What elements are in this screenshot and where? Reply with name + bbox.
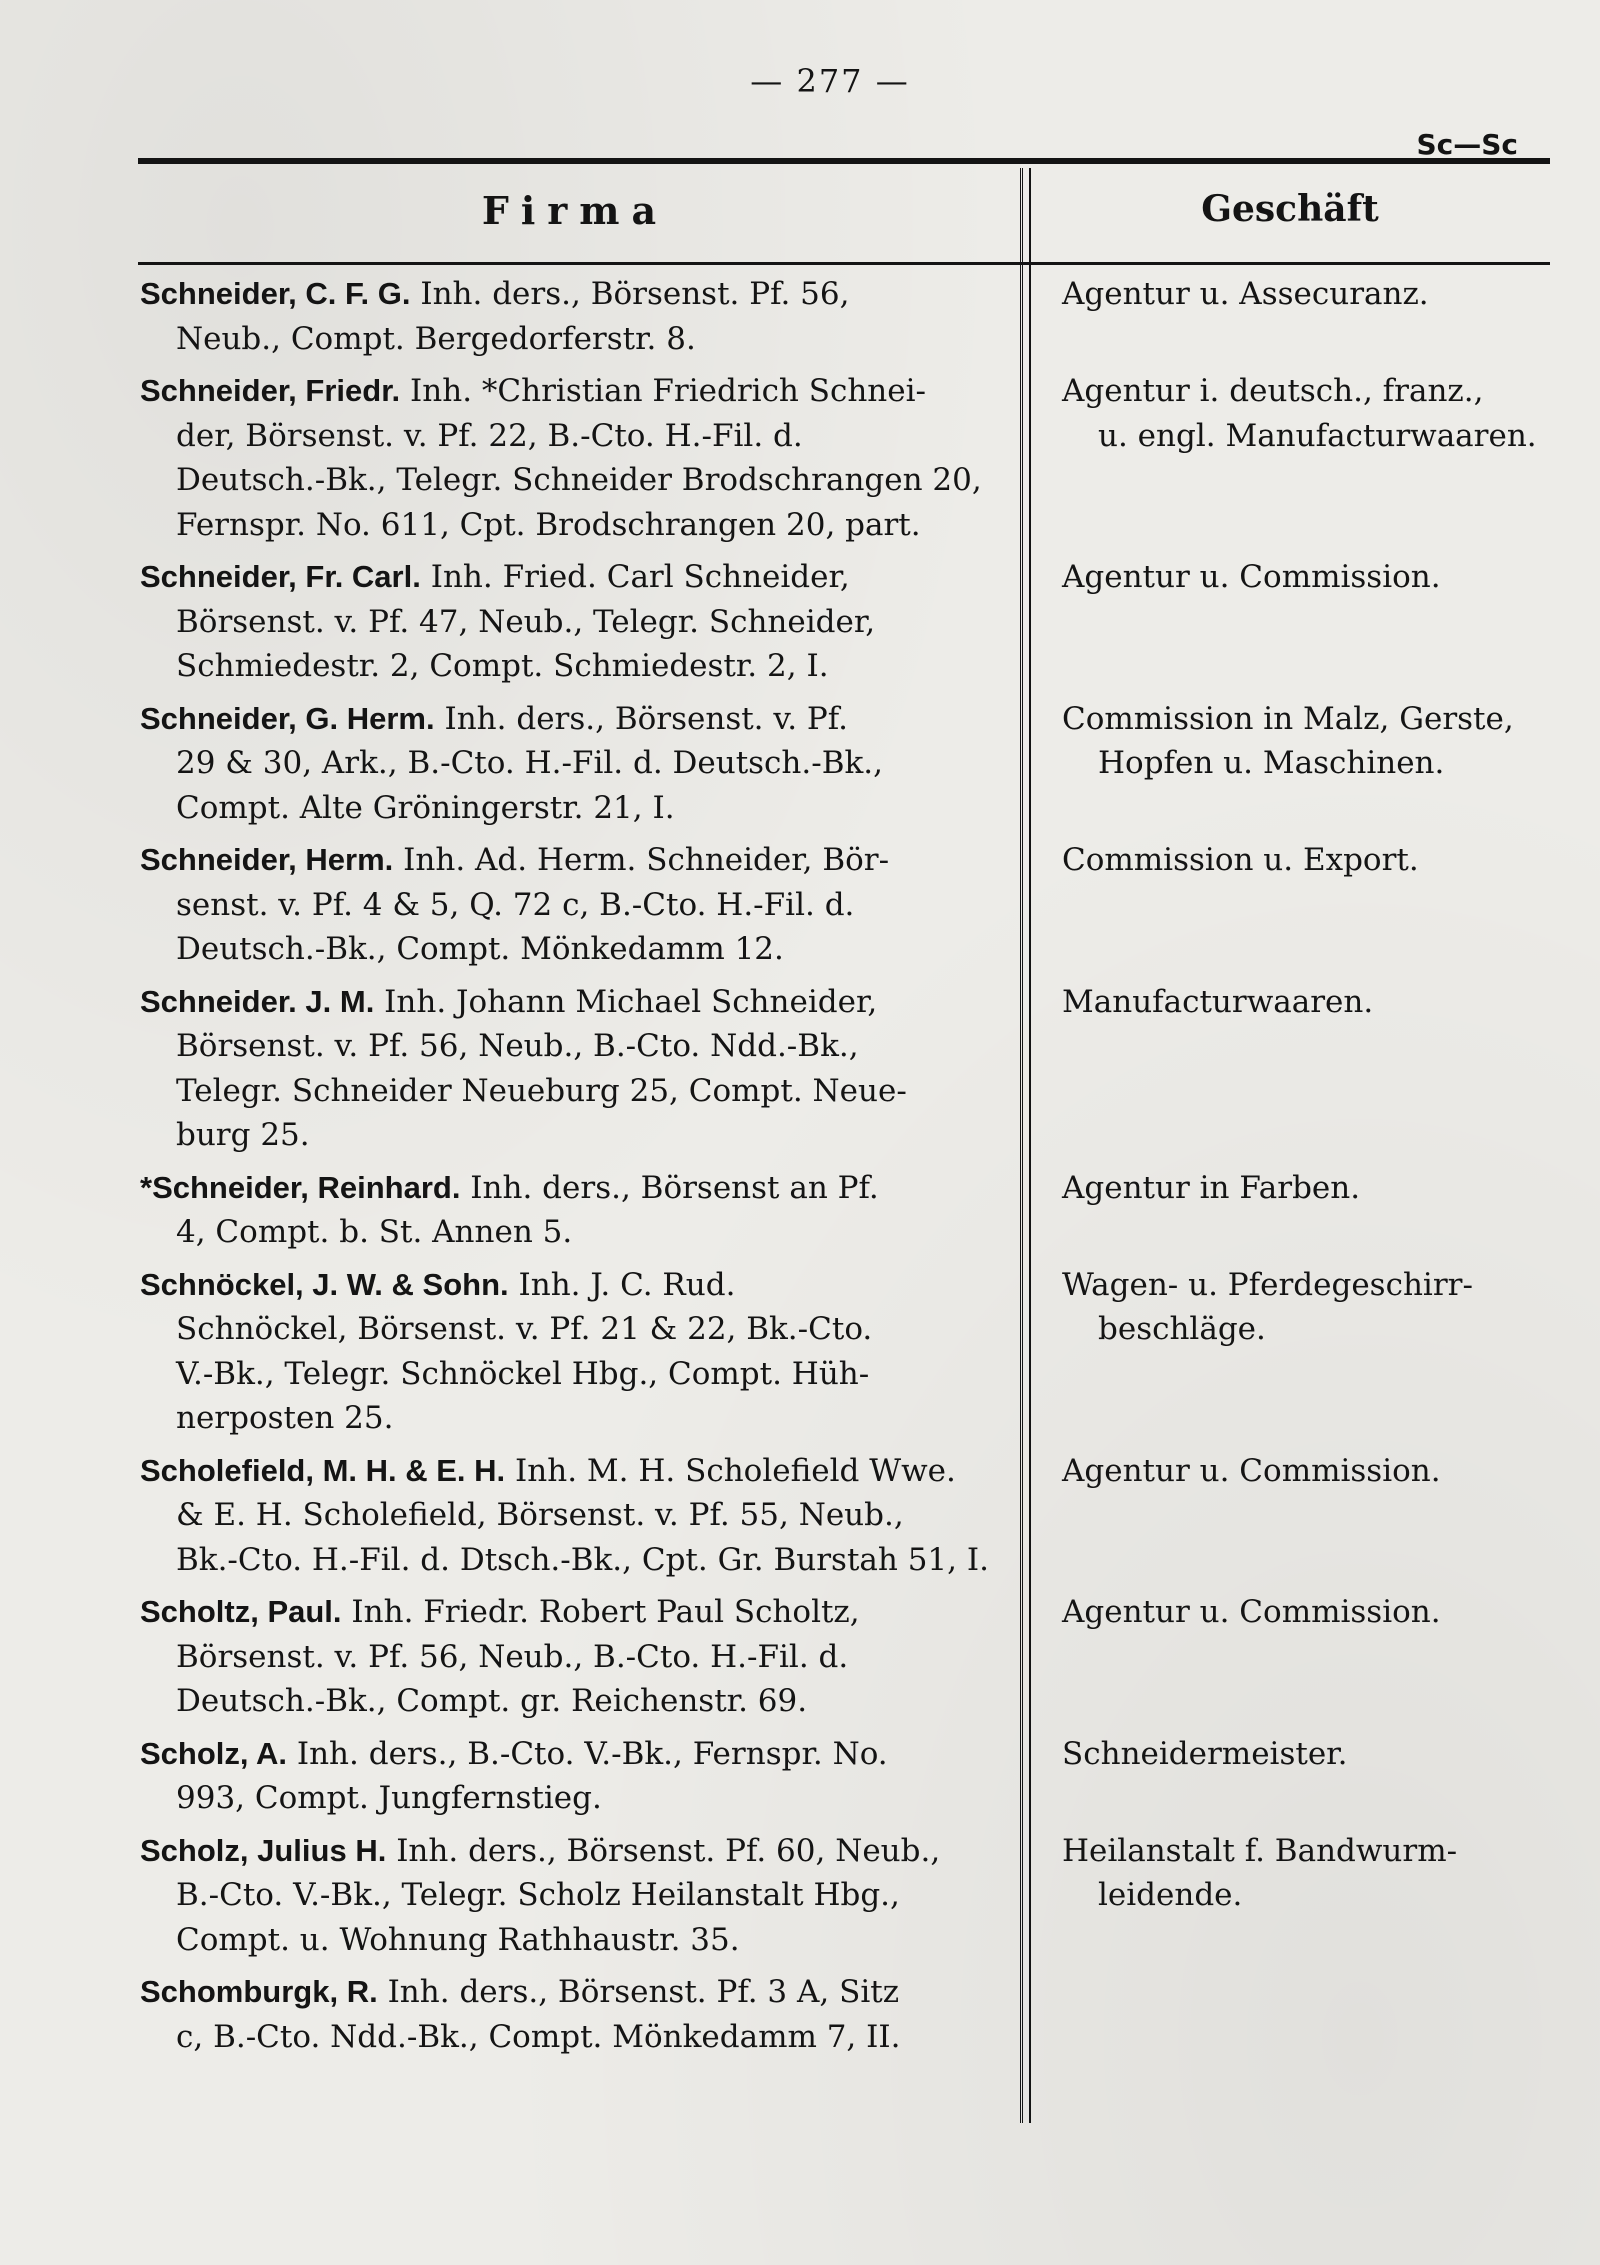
firm-detail-line: Inh. ders., Börsenst an Pf. bbox=[470, 1169, 879, 1206]
directory-entry bbox=[0, 1970, 1600, 2067]
firm-name: Schneider, Friedr. bbox=[140, 373, 401, 408]
directory-entry bbox=[0, 1829, 1600, 1971]
firm-detail-line: Börsenst. v. Pf. 56, Neub., B.-Cto. Ndd.-Bk., bbox=[176, 1028, 859, 1064]
business-line: leidende. bbox=[1098, 1877, 1243, 1913]
firm-name: Schnöckel, J. W. & Sohn. bbox=[140, 1266, 509, 1302]
firm-name: Scholz, Julius H. bbox=[140, 1832, 387, 1868]
header-rule bbox=[138, 262, 1550, 265]
firm-detail-line: Inh. ders., B.-Cto. V.-Bk., Fernspr. No. bbox=[296, 1735, 888, 1772]
firm-text bbox=[140, 1449, 990, 1583]
firm-text bbox=[140, 555, 990, 689]
business-text bbox=[1062, 1829, 1562, 1918]
firm-detail-line: der, Börsenst. v. Pf. 22, B.-Cto. H.-Fil. d. bbox=[176, 417, 803, 454]
business-line: Manufacturwaaren. bbox=[1062, 983, 1374, 1020]
firm-name: Schneider. J. M. bbox=[140, 983, 375, 1019]
directory-entry bbox=[0, 1590, 1600, 1732]
firm-detail-line: Deutsch.-Bk., Telegr. Schneider Brodschrangen 20, bbox=[176, 462, 982, 498]
firm-first-line bbox=[140, 838, 990, 883]
column-header-firma: Firma bbox=[481, 188, 669, 233]
firm-first-line bbox=[140, 1449, 990, 1494]
firm-first-line bbox=[140, 555, 990, 600]
firm-detail-line: Inh. ders., Börsenst. Pf. 56, bbox=[420, 276, 850, 312]
running-head: Sc—Sc bbox=[1416, 128, 1518, 161]
business-line: Agentur i. deutsch., franz., bbox=[1062, 373, 1484, 409]
firm-text bbox=[140, 1732, 990, 1821]
business-line: Agentur u. Commission. bbox=[1062, 1452, 1441, 1489]
firm-detail-line: & E. H. Scholefield, Börsenst. v. Pf. 55, Neub., bbox=[176, 1497, 904, 1533]
firm-name: Schneider, Fr. Carl. bbox=[140, 559, 421, 594]
directory-entry bbox=[0, 1263, 1600, 1449]
firm-detail-line: Börsenst. v. Pf. 47, Neub., Telegr. Schneider, bbox=[176, 603, 876, 640]
business-line: beschläge. bbox=[1098, 1311, 1266, 1347]
firm-detail-line: 993, Compt. Jungfernstieg. bbox=[176, 1780, 602, 1816]
business-text bbox=[1062, 1166, 1562, 1211]
firm-first-line bbox=[140, 1829, 990, 1874]
firm-detail-line: Inh. Fried. Carl Schneider, bbox=[430, 559, 850, 595]
firm-detail-line: Inh. *Christian Friedrich Schnei- bbox=[410, 373, 927, 409]
firm-text bbox=[140, 369, 990, 547]
business-line: Agentur u. Commission. bbox=[1062, 559, 1441, 595]
business-text bbox=[1062, 1449, 1562, 1494]
business-text bbox=[1062, 1263, 1562, 1352]
directory-entry bbox=[0, 369, 1600, 555]
firm-first-line bbox=[140, 1732, 990, 1777]
firm-text bbox=[140, 697, 990, 831]
directory-entry bbox=[0, 1732, 1600, 1829]
firm-text bbox=[140, 1590, 990, 1724]
business-line: Agentur u. Commission. bbox=[1062, 1594, 1441, 1630]
firm-detail-line: Inh. Ad. Herm. Schneider, Bör- bbox=[403, 842, 890, 878]
firm-text bbox=[140, 1263, 990, 1441]
firm-detail-line: Inh. ders., Börsenst. Pf. 3 A, Sitz bbox=[387, 1974, 900, 2010]
firm-detail-line: 4, Compt. b. St. Annen 5. bbox=[176, 1214, 573, 1250]
directory-entry bbox=[0, 272, 1600, 369]
business-text bbox=[1062, 555, 1562, 600]
page-number: — 277 — bbox=[750, 62, 910, 100]
firm-first-line bbox=[140, 1590, 990, 1635]
firm-name: Scholz, A. bbox=[140, 1735, 287, 1771]
business-text bbox=[1062, 697, 1562, 786]
business-line: Commission in Malz, Gerste, bbox=[1062, 700, 1514, 737]
business-line: Schneidermeister. bbox=[1062, 1735, 1348, 1772]
firm-detail-line: Compt. Alte Gröningerstr. 21, I. bbox=[176, 789, 675, 826]
firm-detail-line: c, B.-Cto. Ndd.-Bk., Compt. Mönkedamm 7, II. bbox=[176, 2018, 901, 2055]
directory-entry bbox=[0, 1166, 1600, 1263]
directory-entry bbox=[0, 555, 1600, 697]
firm-name: Scholtz, Paul. bbox=[140, 1594, 342, 1629]
directory-entry bbox=[0, 1449, 1600, 1591]
firm-name: *Schneider, Reinhard. bbox=[140, 1169, 461, 1205]
firm-first-line bbox=[140, 1263, 990, 1308]
firm-detail-line: Inh. J. C. Rud. bbox=[518, 1266, 736, 1303]
firm-detail-line: Inh. ders., Börsenst. Pf. 60, Neub., bbox=[396, 1832, 941, 1869]
firm-detail-line: Inh. ders., Börsenst. v. Pf. bbox=[444, 700, 849, 737]
firm-first-line bbox=[140, 369, 990, 414]
business-text bbox=[1062, 272, 1562, 317]
firm-detail-line: Schnöckel, Börsenst. v. Pf. 21 & 22, Bk.-Cto. bbox=[176, 1311, 873, 1347]
firm-name: Scholefield, M. H. & E. H. bbox=[140, 1452, 506, 1488]
firm-text bbox=[140, 1829, 990, 1963]
firm-detail-line: Inh. Friedr. Robert Paul Scholtz, bbox=[351, 1594, 860, 1630]
firm-detail-line: 29 & 30, Ark., B.-Cto. H.-Fil. d. Deutsch.-Bk., bbox=[176, 745, 883, 781]
firm-first-line bbox=[140, 697, 990, 742]
entries-list bbox=[0, 272, 1600, 2067]
top-rule bbox=[138, 158, 1550, 164]
business-text bbox=[1062, 369, 1562, 458]
directory-entry bbox=[0, 980, 1600, 1166]
firm-first-line bbox=[140, 272, 990, 317]
business-line: Hopfen u. Maschinen. bbox=[1098, 745, 1445, 781]
business-text bbox=[1062, 980, 1562, 1025]
business-text bbox=[1062, 838, 1562, 883]
firm-name: Schneider, Herm. bbox=[140, 842, 394, 877]
business-line: Wagen- u. Pferdegeschirr- bbox=[1062, 1266, 1473, 1303]
business-text bbox=[1062, 1590, 1562, 1635]
firm-name: Schneider, C. F. G. bbox=[140, 276, 411, 311]
firm-first-line bbox=[140, 1970, 990, 2015]
business-text bbox=[1062, 1732, 1562, 1777]
firm-detail-line: Telegr. Schneider Neueburg 25, Compt. Neue- bbox=[176, 1072, 907, 1109]
firm-detail-line: Bk.-Cto. H.-Fil. d. Dtsch.-Bk., Cpt. Gr. Burstah 51, I. bbox=[176, 1541, 989, 1578]
firm-first-line bbox=[140, 980, 990, 1025]
firm-detail-line: burg 25. bbox=[176, 1117, 310, 1153]
firm-detail-line: Inh. M. H. Scholefield Wwe. bbox=[515, 1452, 956, 1489]
business-line: u. engl. Manufacturwaaren. bbox=[1098, 417, 1537, 454]
firm-text bbox=[140, 1166, 990, 1255]
firm-detail-line: Fernspr. No. 611, Cpt. Brodschrangen 20, part. bbox=[176, 506, 921, 543]
business-line: Heilanstalt f. Bandwurm- bbox=[1062, 1832, 1458, 1869]
firm-detail-line: Deutsch.-Bk., Compt. gr. Reichenstr. 69. bbox=[176, 1683, 808, 1719]
business-line: Commission u. Export. bbox=[1062, 842, 1419, 878]
firm-text bbox=[140, 980, 990, 1158]
column-header-geschaeft: Geschäft bbox=[1201, 188, 1379, 230]
business-line: Agentur u. Assecuranz. bbox=[1062, 276, 1429, 312]
firm-detail-line: Neub., Compt. Bergedorferstr. 8. bbox=[176, 320, 696, 357]
firm-text bbox=[140, 272, 990, 361]
directory-entry bbox=[0, 838, 1600, 980]
firm-detail-line: nerposten 25. bbox=[176, 1400, 394, 1436]
directory-entry bbox=[0, 697, 1600, 839]
firm-detail-line: Schmiedestr. 2, Compt. Schmiedestr. 2, I. bbox=[176, 648, 829, 684]
firm-text bbox=[140, 838, 990, 972]
firm-detail-line: Compt. u. Wohnung Rathhaustr. 35. bbox=[176, 1921, 740, 1958]
firm-name: Schneider, G. Herm. bbox=[140, 700, 435, 736]
firm-detail-line: B.-Cto. V.-Bk., Telegr. Scholz Heilanstalt Hbg., bbox=[176, 1877, 900, 1913]
firm-detail-line: Inh. Johann Michael Schneider, bbox=[384, 983, 878, 1020]
firm-detail-line: Deutsch.-Bk., Compt. Mönkedamm 12. bbox=[176, 931, 784, 967]
firm-first-line bbox=[140, 1166, 990, 1211]
firm-detail-line: senst. v. Pf. 4 & 5, Q. 72 c, B.-Cto. H.-Fil. d. bbox=[176, 886, 855, 923]
firm-detail-line: V.-Bk., Telegr. Schnöckel Hbg., Compt. Hüh- bbox=[176, 1355, 870, 1392]
firm-text bbox=[140, 1970, 990, 2059]
firm-detail-line: Börsenst. v. Pf. 56, Neub., B.-Cto. H.-Fil. d. bbox=[176, 1638, 849, 1675]
firm-name: Schomburgk, R. bbox=[140, 1974, 378, 2009]
business-line: Agentur in Farben. bbox=[1062, 1169, 1361, 1206]
